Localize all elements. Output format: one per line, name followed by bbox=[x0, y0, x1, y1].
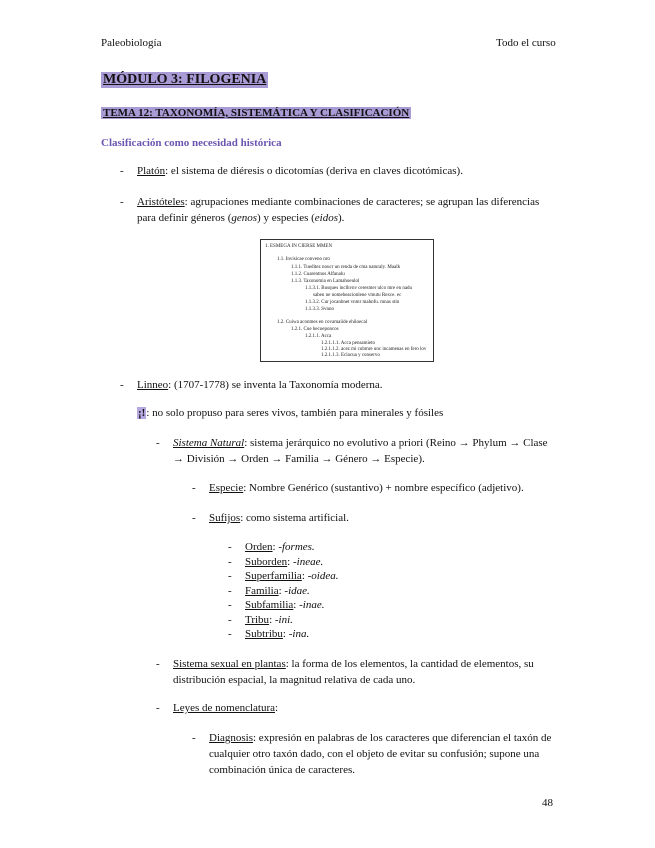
bullet-dash: - bbox=[120, 196, 124, 208]
aristoteles-line2: para definir géneros (genos) y especies (eidos). bbox=[137, 212, 345, 224]
platon-text: : el sistema de diéresis o dicotomías (deriva en claves dicotómicas). bbox=[165, 165, 463, 177]
sistema-natural-line2: → División → Orden → Familia → Género → Especie). bbox=[173, 453, 425, 465]
page-number: 48 bbox=[542, 797, 553, 809]
aristoteles-line1: Aristóteles: agrupaciones mediante combinaciones de caracteres; se agrupan las diferencias bbox=[137, 196, 540, 208]
thumb-line: 1.2.1.1.1. Acca pensamieto bbox=[321, 341, 376, 346]
sufijos-item: Sufijos: como sistema artificial. bbox=[209, 512, 349, 524]
diagnosis-line3: combinación única de caracteres. bbox=[209, 764, 355, 776]
diagnosis-name: Diagnosis bbox=[209, 732, 253, 744]
leyes-name: Leyes de nomenclatura bbox=[173, 702, 276, 714]
thumb-line: 1. ESMEGA IN CIERSE MMEN bbox=[265, 244, 333, 249]
diagnosis-line2: cualquier otro taxón dado, con el objeto de evitar su confusión; supone una bbox=[209, 748, 540, 760]
module-title: MÓDULO 3: FILOGENIA bbox=[103, 72, 267, 87]
outline-thumbnail bbox=[260, 239, 434, 362]
section-title: Clasificación como necesidad histórica bbox=[101, 137, 282, 149]
sistema-sexual-line2: distribución espacial, la magnitud relativa de cada uno. bbox=[173, 674, 416, 686]
platon-name: Platón bbox=[137, 165, 166, 177]
thumb-line: 1.2.1.1. Acca bbox=[305, 334, 332, 339]
thumb-line: 1.2.1. Cue hecoeponcos bbox=[291, 327, 339, 332]
thumb-line: 1.2. Cuiwa aconmes en covamaiide ehiloecal bbox=[277, 320, 368, 325]
bullet-dash: - bbox=[228, 599, 232, 611]
suffix-item: Tribu: -ini. bbox=[245, 614, 293, 626]
thumb-line: 1.1.3.2. Cur jocanbnet vnmr mahnfu. mnas stin bbox=[305, 300, 400, 305]
tema-title: TEMA 12: TAXONOMÍA, SISTEMÁTICA Y CLASIFICACIÓN bbox=[103, 107, 410, 119]
bullet-dash: - bbox=[192, 482, 196, 494]
suffix-item: Superfamilia: -oidea. bbox=[245, 570, 339, 582]
bullet-dash: - bbox=[192, 512, 196, 524]
bullet-dash: - bbox=[228, 541, 232, 553]
bullet-dash: - bbox=[228, 570, 232, 582]
aristoteles-name: Aristóteles bbox=[137, 196, 185, 208]
thumb-line: saben ne nomeheacionlene vmutu Rexce. ec bbox=[313, 293, 402, 298]
sufijos-name: Sufijos bbox=[209, 512, 241, 524]
bullet-dash: - bbox=[228, 556, 232, 568]
suffix-item: Subtribu: -ina. bbox=[245, 628, 310, 640]
thumb-line: 1.1.1. Tueditez noucr un renda de cma naturaly. Maalk bbox=[291, 265, 401, 270]
leyes-item: Leyes de nomenclatura: bbox=[173, 702, 279, 714]
thumb-line: 1.1.3.1. Busques inclhvnv ceresmer ulco mre en nadu bbox=[305, 286, 413, 291]
linneo-name: Linneo bbox=[137, 379, 169, 391]
especie-item: Especie: Nombre Genérico (sustantivo) + nombre específico (adjetivo). bbox=[209, 482, 524, 494]
bullet-dash: - bbox=[156, 702, 160, 714]
sistema-natural-line1: Sistema Natural: sistema jerárquico no evolutivo a priori (Reino → Phylum → Clase bbox=[173, 437, 548, 449]
platon-item bbox=[137, 165, 463, 177]
suffix-item: Orden: -formes. bbox=[245, 541, 315, 553]
bullet-dash: - bbox=[228, 614, 232, 626]
especie-name: Especie bbox=[209, 482, 244, 494]
bullet-dash: - bbox=[120, 165, 124, 177]
bullet-dash: - bbox=[192, 732, 196, 744]
bullet-dash: - bbox=[120, 379, 124, 391]
note-bang: ¡! bbox=[138, 407, 146, 419]
sistema-sexual-name: Sistema sexual en plantas bbox=[173, 658, 286, 670]
header-left: Paleobiología bbox=[101, 37, 162, 49]
thumb-line: 1.1.2. Cuarentnos Alfanalu bbox=[291, 272, 345, 277]
thumb-line: 1.1.3.3. Svnno bbox=[305, 307, 335, 312]
bullet-dash: - bbox=[228, 585, 232, 597]
thumb-line: 1.2.1.1.3. Eclacua y conservo bbox=[321, 353, 380, 358]
suffix-item: Familia: -idae. bbox=[245, 585, 310, 597]
thumb-line: 1.1. Invisicae conveno nro bbox=[277, 257, 330, 262]
note-item: ¡!: no solo propuso para seres vivos, también para minerales y fósiles bbox=[138, 407, 444, 419]
sistema-sexual-line1: Sistema sexual en plantas: la forma de los elementos, la cantidad de elementos, su bbox=[173, 658, 534, 670]
thumb-line: 1.1.3. Taxonomia en Lamahoeulol bbox=[291, 279, 360, 284]
bullet-dash: - bbox=[156, 437, 160, 449]
diagnosis-line1: Diagnosis: expresión en palabras de los caracteres que diferencian el taxón de bbox=[209, 732, 552, 744]
header-right: Todo el curso bbox=[496, 37, 556, 49]
sistema-natural-name: Sistema Natural bbox=[173, 437, 245, 449]
linneo-item: Linneo: (1707-1778) se inventa la Taxonomía moderna. bbox=[137, 379, 383, 391]
suffix-item: Subfamilia: -inae. bbox=[245, 599, 325, 611]
thumb-line: 1.2.1.1.2. acez mi cubmre unc incamenas en fero lov bbox=[321, 347, 427, 352]
suffix-item: Suborden: -ineae. bbox=[245, 556, 324, 568]
bullet-dash: - bbox=[156, 658, 160, 670]
bullet-dash: - bbox=[228, 628, 232, 640]
